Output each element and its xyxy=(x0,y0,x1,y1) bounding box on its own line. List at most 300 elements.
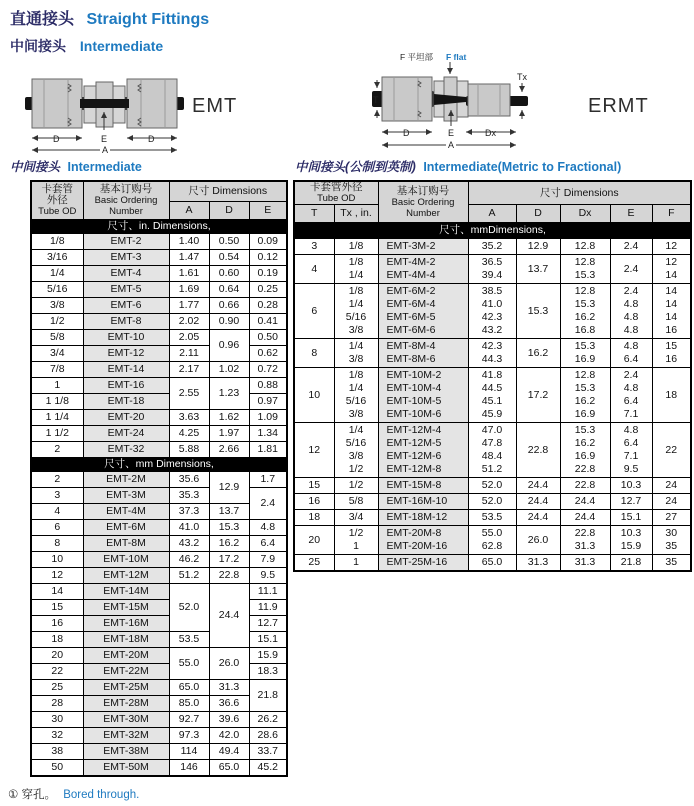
header-ordering-number: 基本订购号 Basic Ordering Number xyxy=(378,181,468,223)
emt-diagram xyxy=(22,62,187,162)
cell-e: 2.4 4.8 6.4 7.1 xyxy=(610,368,652,423)
cell-number: EMT-24 xyxy=(83,426,169,442)
table-row xyxy=(31,728,287,744)
cell-a: 4.25 xyxy=(169,426,209,442)
cell-od: 3/16 xyxy=(31,250,83,266)
cell-e: 11.9 xyxy=(249,600,287,616)
cell-e: 4.8 xyxy=(249,520,287,536)
cell-t: 25 xyxy=(294,555,334,572)
table-row xyxy=(31,250,287,266)
cell-e: 4.8 6.4 xyxy=(610,339,652,368)
cell-e: 10.3 15.9 xyxy=(610,526,652,555)
right-nut-shape xyxy=(468,84,510,116)
cell-od: 10 xyxy=(31,552,83,568)
table-row xyxy=(31,552,287,568)
table-row xyxy=(31,488,287,504)
cell-e: 0.88 xyxy=(249,378,287,394)
header-col-tx: Tx , in. xyxy=(334,205,378,223)
cell-a: 65.0 xyxy=(468,555,516,572)
cell-number: EMT-22M xyxy=(83,664,169,680)
table-row xyxy=(31,472,287,488)
cell-e: 0.19 xyxy=(249,266,287,282)
cell-d: 24.4 xyxy=(516,494,560,510)
cell-number: EMT-3 xyxy=(83,250,169,266)
header-row-1 xyxy=(31,181,287,202)
ermt-dimensions-table xyxy=(293,180,692,572)
cell-e: 6.4 xyxy=(249,536,287,552)
page-subtitle-zh: 中间接头 xyxy=(10,38,66,54)
cell-d: 49.4 xyxy=(209,744,249,760)
cell-number: EMT-10M xyxy=(83,552,169,568)
table-row xyxy=(31,696,287,712)
cell-a: 41.0 xyxy=(169,520,209,536)
table-row xyxy=(31,680,287,696)
cell-number: EMT-3M-2 xyxy=(378,239,468,255)
table-row xyxy=(31,266,287,282)
table-row xyxy=(31,234,287,250)
cell-e: 2.4 4.8 4.8 4.8 xyxy=(610,284,652,339)
page-subtitle-en: Intermediate xyxy=(79,38,164,54)
cell-e: 0.12 xyxy=(249,250,287,266)
cell-od: 16 xyxy=(31,616,83,632)
cell-d: 0.90 xyxy=(209,314,249,330)
cell-e: 15.9 xyxy=(249,648,287,664)
cell-d: 24.4 xyxy=(516,478,560,494)
section-bar-label: 尺寸、mm Dimensions, xyxy=(31,458,287,472)
cell-e: 1.34 xyxy=(249,426,287,442)
table-row xyxy=(31,298,287,314)
header-col-e: E xyxy=(610,205,652,223)
cell-tx: 1/4 3/8 xyxy=(334,339,378,368)
cell-e: 9.5 xyxy=(249,568,287,584)
right-nut-shape xyxy=(127,79,177,128)
header-dimensions: 尺寸 Dimensions xyxy=(468,181,691,205)
page-title-zh: 直通接头 xyxy=(10,11,75,28)
section-bar-label: 尺寸、mmDimensions, xyxy=(294,223,691,239)
cell-d: 0.54 xyxy=(209,250,249,266)
cell-od: 15 xyxy=(31,600,83,616)
cell-number: EMT-20 xyxy=(83,410,169,426)
cell-tx: 5/8 xyxy=(334,494,378,510)
emt-table-body xyxy=(31,220,287,777)
cell-e: 12.7 xyxy=(249,616,287,632)
cell-dx: 15.3 16.9 xyxy=(560,339,610,368)
table-row xyxy=(294,478,691,494)
emt-dim-e: E xyxy=(101,134,108,144)
cell-od: 2 xyxy=(31,472,83,488)
cell-a: 65.0 xyxy=(169,680,209,696)
cell-number: EMT-32 xyxy=(83,442,169,458)
cell-d: 1.62 xyxy=(209,410,249,426)
cell-number: EMT-2M xyxy=(83,472,169,488)
table-row xyxy=(294,510,691,526)
cell-d: 1.23 xyxy=(209,378,249,410)
cell-number: EMT-10 xyxy=(83,330,169,346)
cell-a: 35.2 xyxy=(468,239,516,255)
cell-number: EMT-16 xyxy=(83,378,169,394)
cell-od: 18 xyxy=(31,632,83,648)
ermt-section-title xyxy=(295,157,621,175)
emt-section-title xyxy=(10,157,142,175)
cell-od: 22 xyxy=(31,664,83,680)
cell-e: 18.3 xyxy=(249,664,287,680)
cell-a: 1.40 xyxy=(169,234,209,250)
cell-od: 1/4 xyxy=(31,266,83,282)
ermt-dim-d: D xyxy=(403,128,410,138)
table-row xyxy=(31,330,287,346)
cell-a: 42.3 44.3 xyxy=(468,339,516,368)
cell-tx: 1/2 1 xyxy=(334,526,378,555)
cell-number: EMT-20M-8 EMT-20M-16 xyxy=(378,526,468,555)
cell-a: 52.0 xyxy=(169,584,209,632)
cell-e: 11.1 xyxy=(249,584,287,600)
table-row xyxy=(31,664,287,680)
cell-f: 18 xyxy=(652,368,691,423)
cell-d: 17.2 xyxy=(516,368,560,423)
table-row xyxy=(294,368,691,423)
cell-a: 36.5 39.4 xyxy=(468,255,516,284)
cell-d: 15.3 xyxy=(516,284,560,339)
cell-e: 7.9 xyxy=(249,552,287,568)
cell-dx: 12.8 15.3 xyxy=(560,255,610,284)
table-row xyxy=(294,255,691,284)
cell-d: 16.2 xyxy=(209,536,249,552)
cell-od: 3/8 xyxy=(31,298,83,314)
header-dimensions: 尺寸 Dimensions xyxy=(169,181,287,202)
left-nut-shape xyxy=(32,79,82,128)
cell-e: 4.8 6.4 7.1 9.5 xyxy=(610,423,652,478)
cell-t: 3 xyxy=(294,239,334,255)
cell-d: 42.0 xyxy=(209,728,249,744)
table-row xyxy=(31,536,287,552)
cell-od: 5/8 xyxy=(31,330,83,346)
cell-a: 35.6 xyxy=(169,472,209,488)
cell-tx: 1/8 xyxy=(334,239,378,255)
cell-number: EMT-6M-2 EMT-6M-4 EMT-6M-5 EMT-6M-6 xyxy=(378,284,468,339)
emt-dimensions-table xyxy=(30,180,288,777)
cell-od: 1 1/8 xyxy=(31,394,83,410)
emt-dim-d-left: D xyxy=(53,134,60,144)
cell-number: EMT-38M xyxy=(83,744,169,760)
cell-f: 12 xyxy=(652,239,691,255)
header-col-a: A xyxy=(169,202,209,220)
cell-number: EMT-16M-10 xyxy=(378,494,468,510)
header-ordering-number: 基本订购号 Basic Ordering Number xyxy=(83,181,169,220)
page-title xyxy=(10,6,209,29)
ermt-table-body xyxy=(294,223,691,572)
cell-od: 30 xyxy=(31,712,83,728)
ermt-section-title-zh: 中间接头(公制到英制) xyxy=(295,160,416,174)
cell-number: EMT-20M xyxy=(83,648,169,664)
cell-e: 2.4 xyxy=(610,255,652,284)
cell-d: 31.3 xyxy=(516,555,560,572)
cell-e: 26.2 xyxy=(249,712,287,728)
cell-number: EMT-30M xyxy=(83,712,169,728)
cell-tx: 1/8 1/4 5/16 3/8 xyxy=(334,368,378,423)
cell-e: 0.97 xyxy=(249,394,287,410)
table-row xyxy=(31,744,287,760)
cell-od: 1 1/2 xyxy=(31,426,83,442)
ermt-model-label: ERMT xyxy=(588,95,649,117)
header-col-e: E xyxy=(249,202,287,220)
cell-d: 17.2 xyxy=(209,552,249,568)
header-col-t: T xyxy=(294,205,334,223)
cell-number: EMT-8M xyxy=(83,536,169,552)
cell-a: 41.8 44.5 45.1 45.9 xyxy=(468,368,516,423)
cell-dx: 12.8 15.3 16.2 16.8 xyxy=(560,284,610,339)
table-row xyxy=(294,555,691,572)
cell-a: 2.05 xyxy=(169,330,209,346)
cell-a: 1.61 xyxy=(169,266,209,282)
cell-number: EMT-5 xyxy=(83,282,169,298)
cell-d: 0.64 xyxy=(209,282,249,298)
cell-a: 2.17 xyxy=(169,362,209,378)
ermt-section-title-en: Intermediate(Metric to Fractional) xyxy=(423,160,622,174)
emt-model-label: EMT xyxy=(192,95,238,117)
ermt-dim-a: A xyxy=(448,140,455,150)
table-row xyxy=(31,362,287,378)
cell-e: 1.09 xyxy=(249,410,287,426)
cell-e: 28.6 xyxy=(249,728,287,744)
cell-a: 35.3 xyxy=(169,488,209,504)
table-row xyxy=(294,339,691,368)
cell-number: EMT-8M-4 EMT-8M-6 xyxy=(378,339,468,368)
cell-number: EMT-14M xyxy=(83,584,169,600)
cell-od: 32 xyxy=(31,728,83,744)
cell-d: 1.97 xyxy=(209,426,249,442)
cell-d: 0.60 xyxy=(209,266,249,282)
cell-number: EMT-12 xyxy=(83,346,169,362)
cell-d: 12.9 xyxy=(516,239,560,255)
cell-number: EMT-15M xyxy=(83,600,169,616)
cell-a: 1.77 xyxy=(169,298,209,314)
footnote xyxy=(8,786,139,802)
page-subtitle xyxy=(10,36,163,56)
cell-a: 1.69 xyxy=(169,282,209,298)
cell-f: 12 14 xyxy=(652,255,691,284)
table-row xyxy=(31,584,287,600)
header-row-2 xyxy=(294,205,691,223)
left-nut-shape xyxy=(382,77,432,121)
emt-section-title-zh: 中间接头 xyxy=(10,160,61,174)
cell-a: 55.0 xyxy=(169,648,209,680)
cell-a: 97.3 xyxy=(169,728,209,744)
ermt-flat-label-en: F flat xyxy=(446,52,467,62)
cell-d: 1.02 xyxy=(209,362,249,378)
cell-a: 92.7 xyxy=(169,712,209,728)
cell-number: EMT-28M xyxy=(83,696,169,712)
cell-e: 45.2 xyxy=(249,760,287,777)
cell-e: 2.4 xyxy=(610,239,652,255)
cell-od: 1 xyxy=(31,378,83,394)
cell-od: 2 xyxy=(31,442,83,458)
cell-tx: 1 xyxy=(334,555,378,572)
cell-t: 16 xyxy=(294,494,334,510)
cell-d: 24.4 xyxy=(516,510,560,526)
table-row xyxy=(294,494,691,510)
table-row xyxy=(31,282,287,298)
table-row xyxy=(31,648,287,664)
cell-a: 46.2 xyxy=(169,552,209,568)
cell-dx: 22.8 xyxy=(560,478,610,494)
cell-number: EMT-18 xyxy=(83,394,169,410)
ermt-fitting-drawing xyxy=(370,50,535,158)
cell-number: EMT-18M-12 xyxy=(378,510,468,526)
cell-d: 0.50 xyxy=(209,234,249,250)
header-col-dx: Dx xyxy=(560,205,610,223)
cell-e: 0.25 xyxy=(249,282,287,298)
table-row xyxy=(31,442,287,458)
table-row xyxy=(31,504,287,520)
cell-f: 35 xyxy=(652,555,691,572)
table-row xyxy=(31,426,287,442)
footnote-mark: ① xyxy=(8,789,19,801)
cell-d: 22.8 xyxy=(209,568,249,584)
cell-e: 1.7 xyxy=(249,472,287,488)
table-row xyxy=(31,616,287,632)
cell-number: EMT-2 xyxy=(83,234,169,250)
cell-od: 20 xyxy=(31,648,83,664)
cell-od: 8 xyxy=(31,536,83,552)
cell-dx: 24.4 xyxy=(560,494,610,510)
cell-number: EMT-4M xyxy=(83,504,169,520)
cell-number: EMT-12M-4 EMT-12M-5 EMT-12M-6 EMT-12M-8 xyxy=(378,423,468,478)
cell-e: 1.81 xyxy=(249,442,287,458)
cell-number: EMT-4 xyxy=(83,266,169,282)
cell-t: 6 xyxy=(294,284,334,339)
table-row xyxy=(294,526,691,555)
cell-d: 0.96 xyxy=(209,330,249,362)
cell-od: 5/16 xyxy=(31,282,83,298)
section-bar-label: 尺寸、in. Dimensions, xyxy=(31,220,287,234)
cell-a: 2.55 xyxy=(169,378,209,410)
cell-d: 2.66 xyxy=(209,442,249,458)
cell-tx: 3/4 xyxy=(334,510,378,526)
cell-t: 10 xyxy=(294,368,334,423)
ermt-dim-dx: Dx xyxy=(485,128,496,138)
cell-od: 1 1/4 xyxy=(31,410,83,426)
cell-e: 21.8 xyxy=(249,680,287,712)
cell-number: EMT-32M xyxy=(83,728,169,744)
table-row xyxy=(294,423,691,478)
cell-dx: 12.8 15.3 16.2 16.9 xyxy=(560,368,610,423)
cell-od: 28 xyxy=(31,696,83,712)
footnote-en: Bored through. xyxy=(63,789,140,801)
cell-t: 12 xyxy=(294,423,334,478)
cell-tx: 1/2 xyxy=(334,478,378,494)
cell-d: 0.66 xyxy=(209,298,249,314)
cell-dx: 24.4 xyxy=(560,510,610,526)
cell-a: 47.0 47.8 48.4 51.2 xyxy=(468,423,516,478)
cell-a: 5.88 xyxy=(169,442,209,458)
cell-dx: 15.3 16.2 16.9 22.8 xyxy=(560,423,610,478)
cell-e: 15.1 xyxy=(249,632,287,648)
cell-e: 0.72 xyxy=(249,362,287,378)
page-title-en: Straight Fittings xyxy=(86,11,210,28)
cell-od: 25 xyxy=(31,680,83,696)
cell-a: 55.0 62.8 xyxy=(468,526,516,555)
cell-number: EMT-6 xyxy=(83,298,169,314)
ermt-flat-label-zh: F 平坦部 xyxy=(400,52,434,62)
cell-number: EMT-25M xyxy=(83,680,169,696)
table-row xyxy=(294,239,691,255)
cell-e: 21.8 xyxy=(610,555,652,572)
cell-d: 26.0 xyxy=(209,648,249,680)
ermt-dim-t: T xyxy=(373,95,379,105)
cell-tx: 1/8 1/4 5/16 3/8 xyxy=(334,284,378,339)
cell-d: 65.0 xyxy=(209,760,249,777)
cell-number: EMT-6M xyxy=(83,520,169,536)
cell-f: 24 xyxy=(652,494,691,510)
table-row xyxy=(31,314,287,330)
cell-od: 38 xyxy=(31,744,83,760)
cell-f: 22 xyxy=(652,423,691,478)
cell-d: 22.8 xyxy=(516,423,560,478)
cell-d: 12.9 xyxy=(209,472,249,504)
table-row xyxy=(31,410,287,426)
table-row xyxy=(294,284,691,339)
cell-e: 0.09 xyxy=(249,234,287,250)
cell-d: 26.0 xyxy=(516,526,560,555)
cell-a: 43.2 xyxy=(169,536,209,552)
cell-od: 1/8 xyxy=(31,234,83,250)
cell-a: 1.47 xyxy=(169,250,209,266)
table-row xyxy=(31,760,287,777)
table-row xyxy=(31,346,287,362)
cell-number: EMT-14 xyxy=(83,362,169,378)
cell-dx: 22.8 31.3 xyxy=(560,526,610,555)
cell-tx: 1/4 5/16 3/8 1/2 xyxy=(334,423,378,478)
cell-number: EMT-8 xyxy=(83,314,169,330)
header-col-f: F xyxy=(652,205,691,223)
emt-dim-d-right: D xyxy=(148,134,155,144)
table-row xyxy=(31,520,287,536)
cell-tx: 1/8 1/4 xyxy=(334,255,378,284)
cell-d: 24.4 xyxy=(209,584,249,648)
cell-d: 13.7 xyxy=(516,255,560,284)
cell-number: EMT-10M-2 EMT-10M-4 EMT-10M-5 EMT-10M-6 xyxy=(378,368,468,423)
cell-a: 52.0 xyxy=(468,494,516,510)
cell-dx: 12.8 xyxy=(560,239,610,255)
cell-number: EMT-16M xyxy=(83,616,169,632)
cell-od: 4 xyxy=(31,504,83,520)
section-bar-row xyxy=(294,223,691,239)
cell-t: 4 xyxy=(294,255,334,284)
cell-a: 51.2 xyxy=(169,568,209,584)
cell-t: 8 xyxy=(294,339,334,368)
cell-a: 2.02 xyxy=(169,314,209,330)
cell-e: 12.7 xyxy=(610,494,652,510)
cell-e: 0.41 xyxy=(249,314,287,330)
cell-t: 18 xyxy=(294,510,334,526)
cell-f: 30 35 xyxy=(652,526,691,555)
header-tube-od: 卡套管外径 Tube OD xyxy=(294,181,378,205)
header-row-1 xyxy=(294,181,691,205)
cell-a: 114 xyxy=(169,744,209,760)
table-row xyxy=(31,568,287,584)
cell-f: 15 16 xyxy=(652,339,691,368)
cell-f: 14 14 14 16 xyxy=(652,284,691,339)
cell-e: 0.50 xyxy=(249,330,287,346)
cell-number: EMT-15M-8 xyxy=(378,478,468,494)
table-row xyxy=(31,712,287,728)
emt-dim-a: A xyxy=(102,145,109,155)
cell-e: 15.1 xyxy=(610,510,652,526)
cell-d: 15.3 xyxy=(209,520,249,536)
cell-e: 0.62 xyxy=(249,346,287,362)
emt-fitting-drawing xyxy=(22,62,187,157)
cell-a: 3.63 xyxy=(169,410,209,426)
